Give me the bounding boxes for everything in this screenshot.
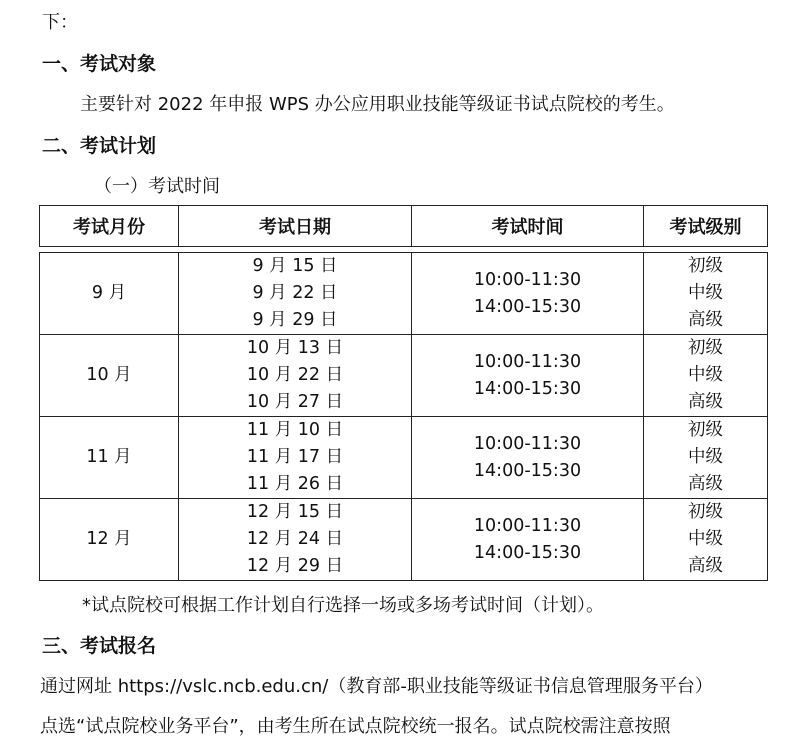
table-row [40,335,768,417]
times-cell [412,499,644,581]
exam-schedule-table [39,205,768,581]
level-value: 中级 [688,529,723,549]
table-row [40,417,768,499]
dates-cell [179,335,412,417]
date-value: 11 月 17 日 [246,447,344,467]
date-value: 12 月 29 日 [246,556,344,576]
month-cell: 9 月 [40,253,179,335]
date-value: 9 月 22 日 [252,283,338,303]
level-value: 中级 [688,365,723,385]
level-value: 初级 [688,256,723,276]
intro-fragment: 下： [42,12,78,33]
time-value: 10:00-11:30 [473,433,582,454]
section1-body: 主要针对 2022 年申报 WPS 办公应用职业技能等级证书试点院校的考生。 [80,94,675,115]
section2-heading: 二、考试计划 [42,135,157,157]
month-cell: 12 月 [40,499,179,581]
header-level: 考试级别 [644,206,768,247]
time-value: 10:00-11:30 [473,515,582,536]
levels-cell [644,499,768,581]
level-value: 高级 [688,474,723,494]
date-value: 11 月 10 日 [246,420,344,440]
section2-subheading: （一）考试时间 [94,176,220,197]
dates-cell [179,417,412,499]
month-cell: 11 月 [40,417,179,499]
date-value: 11 月 26 日 [246,474,344,494]
header-month: 考试月份 [40,206,179,247]
time-value: 10:00-11:30 [473,351,582,372]
times-cell [412,335,644,417]
level-value: 高级 [688,392,723,412]
date-value: 10 月 13 日 [246,338,344,358]
time-value: 14:00-15:30 [473,296,582,317]
dates-cell [179,499,412,581]
date-value: 9 月 15 日 [252,256,338,276]
time-value: 14:00-15:30 [473,460,582,481]
date-value: 12 月 24 日 [246,529,344,549]
level-value: 初级 [688,338,723,358]
time-value: 14:00-15:30 [473,378,582,399]
table-header-row [40,206,768,247]
times-cell [412,253,644,335]
times-cell [412,417,644,499]
levels-cell [644,417,768,499]
level-value: 中级 [688,447,723,467]
section3-line2: 点选“试点院校业务平台”，由考生所在试点院校统一报名。试点院校需注意按照 [40,716,671,737]
section3-line1: 通过网址 https://vslc.ncb.edu.cn/（教育部-职业技能等级证书信息管理服务平台） [40,676,713,697]
date-value: 10 月 27 日 [246,392,344,412]
time-value: 10:00-11:30 [473,269,582,290]
level-value: 初级 [688,502,723,522]
section3-heading: 三、考试报名 [42,635,157,657]
header-date: 考试日期 [179,206,412,247]
section1-heading: 一、考试对象 [42,53,157,75]
table-row [40,499,768,581]
table-row [40,253,768,335]
levels-cell [644,335,768,417]
level-value: 中级 [688,283,723,303]
date-value: 12 月 15 日 [246,502,344,522]
date-value: 9 月 29 日 [252,310,338,330]
level-value: 高级 [688,556,723,576]
level-value: 高级 [688,310,723,330]
header-time: 考试时间 [412,206,644,247]
month-cell: 10 月 [40,335,179,417]
level-value: 初级 [688,420,723,440]
levels-cell [644,253,768,335]
dates-cell [179,253,412,335]
time-value: 14:00-15:30 [473,542,582,563]
date-value: 10 月 22 日 [246,365,344,385]
table-note: *试点院校可根据工作计划自行选择一场或多场考试时间（计划）。 [82,595,604,616]
